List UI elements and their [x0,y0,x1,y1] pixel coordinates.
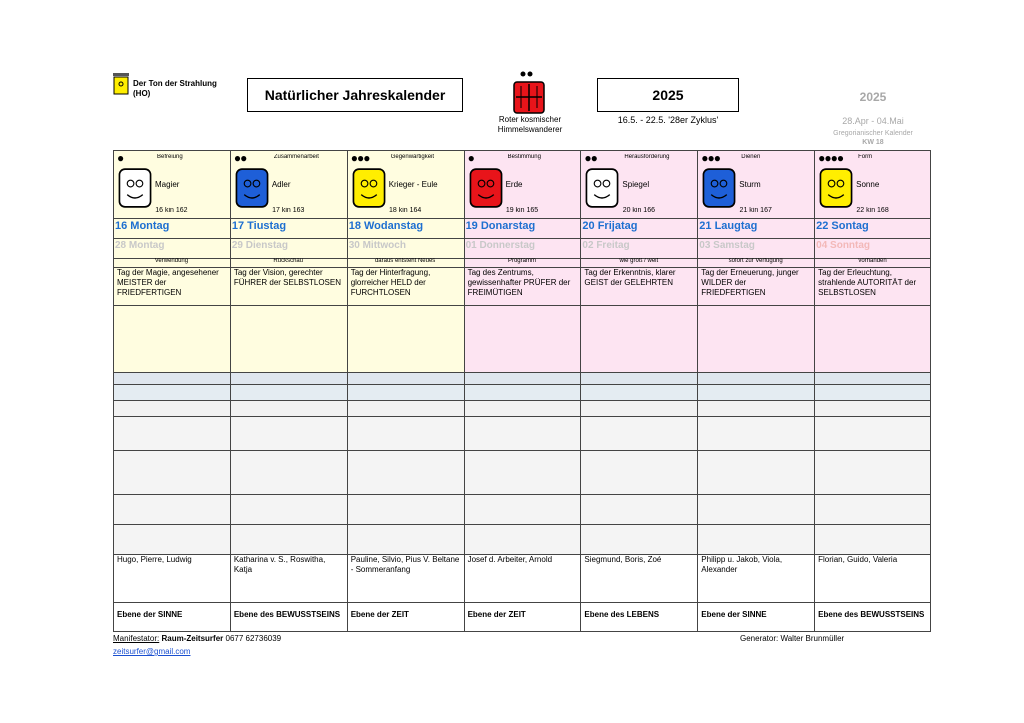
gregorian-day: 28 Montag [115,240,165,251]
day-description: Tag des Zentrums, gewissenhafter PRÜFER der FREIMÜTIGEN [467,268,571,297]
gregorian-day: 01 Donnerstag [465,240,536,251]
day-name: 20 Frijatag [582,220,638,232]
day-name: 17 Tiustag [231,220,287,232]
day-description: Tag der Erleuchtung, strahlende AUTORITÄT der SELBSTLOSEN [818,268,917,297]
tone-dots: ●●● [701,153,721,163]
kin-number: 20 kin 166 [622,207,655,214]
level-label: Ebene der SINNE [117,610,183,619]
seal-name: Magier [155,180,180,189]
manifestator-name: Raum-Zeitsurfer [161,634,224,643]
gregorian-day: 04 Sonntag [816,240,871,251]
tone-label [133,79,217,99]
action-word: Rückschau [273,258,304,264]
kin-number: 19 kin 165 [505,207,539,214]
gregorian-day: 02 Freitag [582,240,630,251]
email-link[interactable]: zeitsurfer@gmail.com [113,647,191,656]
gregorian-day: 29 Dienstag [231,240,288,251]
tone-quality: Herausforderung [624,154,670,160]
tone-icon [113,73,129,95]
grid-line [113,631,931,632]
name-days: Philipp u. Jakob, Viola, Alexander [701,555,783,574]
phone: 0677 62736039 [225,634,282,643]
kin-number: 21 kin 167 [739,207,772,214]
tone-dots: ●●● [350,153,370,163]
tone-quality: Gegenwärtigkeit [390,154,435,160]
kin-number: 17 kin 163 [272,207,305,214]
day-name: 22 Sontag [816,220,869,232]
action-word: Verwendung [154,258,189,264]
gregorian-day: 03 Samstag [699,240,755,251]
wavespell-line1: Roter kosmischer [498,115,562,124]
name-days: Siegmund, Boris, Zoé [584,555,662,564]
day-name: 21 Laugtag [699,220,758,232]
date-range: 16.5. - 22.5. '28er Zyklus' [617,115,719,125]
seal-glyph-icon [117,168,153,208]
seal-glyph-icon [818,168,854,208]
name-days: Florian, Guido, Valeria [818,555,898,564]
calendar-week: KW 18 [862,139,884,146]
tone-quality: Bestimmung [507,154,541,160]
name-days: Josef d. Arbeiter, Arnold [467,555,553,564]
seal-glyph-icon [234,168,270,208]
seal-glyph-icon [701,168,737,208]
tone-dots: ●● [233,153,247,163]
year-box: 2025 [597,78,739,112]
wavespell-label [488,115,572,135]
manifestator-line [113,634,281,643]
gregorian-range: 28.Apr - 04.Mai [842,116,904,126]
name-days: Pauline, Silvio, Pius V. Beltane - Sommeranfang [350,555,460,574]
seal-name: Erde [505,180,523,189]
tone-dots: ●● [584,153,597,163]
seal-glyph-icon [468,168,504,208]
action-word: wie groß / weit [619,258,659,264]
level-label: Ebene des BEWUSSTSEINS [818,610,925,619]
seal-name: Sturm [739,180,761,189]
level-label: Ebene des BEWUSSTSEINS [233,610,341,619]
week-grid [113,150,931,631]
seal-name: Krieger - Eule [388,180,438,189]
level-label: Ebene der ZEIT [467,610,526,619]
day-description: Tag der Erneuerung, junger WILDER der FRIEDFERTIGEN [701,268,799,297]
action-word: Programm [507,258,536,264]
action-word: vorhanden [858,258,887,264]
tone-dots: ● [467,153,474,163]
manifestator-label: Manifestator: [113,634,160,643]
day-description: Tag der Magie, angesehener MEISTER der FRIEDFERTIGEN [117,268,219,297]
day-description: Tag der Vision, gerechter FÜHRER der SELBSTLOSEN [233,268,341,287]
tone-dots: ● [117,153,124,163]
day-description: Tag der Erkenntnis, klarer GEIST der GELEHRTEN [584,268,676,287]
tone-dots: ●●●● [818,153,844,163]
level-label: Ebene der SINNE [701,610,767,619]
level-label: Ebene des LEBENS [584,610,660,619]
seal-name: Sonne [856,180,880,189]
seal-name: Spiegel [622,180,650,189]
wavespell-line2: Himmelswanderer [497,125,563,134]
day-name: 18 Wodanstag [348,220,424,232]
tone-quality: Zusammenarbeit [273,154,319,160]
seal-glyph-icon [584,168,620,208]
page-title: Natürlicher Jahreskalender [247,78,463,112]
tone-name: Der Ton der Strahlung [133,79,217,88]
kin-number: 16 kin 162 [155,207,188,214]
day-name: 16 Montag [115,220,170,232]
seal-glyph-icon [351,168,387,208]
kin-number: 22 kin 168 [856,207,889,214]
kin-number: 18 kin 164 [388,207,422,214]
action-word: daraus entsteht Neues [374,258,436,264]
tone-quality: Form [858,154,873,160]
gregorian-year: 2025 [859,90,887,104]
wavespell-icon [513,70,545,114]
level-label: Ebene der ZEIT [350,610,409,619]
gregorian-label: Gregorianischer Kalender [833,130,913,137]
name-days: Hugo, Pierre, Ludwig [117,555,192,564]
tone-short: (HO) [133,89,151,98]
generator-credit: Generator: Walter Brunmüller [740,634,845,643]
tone-quality: Dienen [741,154,761,160]
tone-quality: Befreiung [157,154,183,160]
seal-name: Adler [271,180,291,189]
name-days: Katharina v. S., Roswitha, Katja [233,555,326,574]
day-name: 19 Donarstag [465,220,536,232]
gregorian-day: 30 Mittwoch [348,240,406,251]
day-description: Tag der Hinterfragung, glorreicher HELD der FURCHTLOSEN [350,268,431,297]
action-word: sofort zur Verfügung [728,258,783,264]
